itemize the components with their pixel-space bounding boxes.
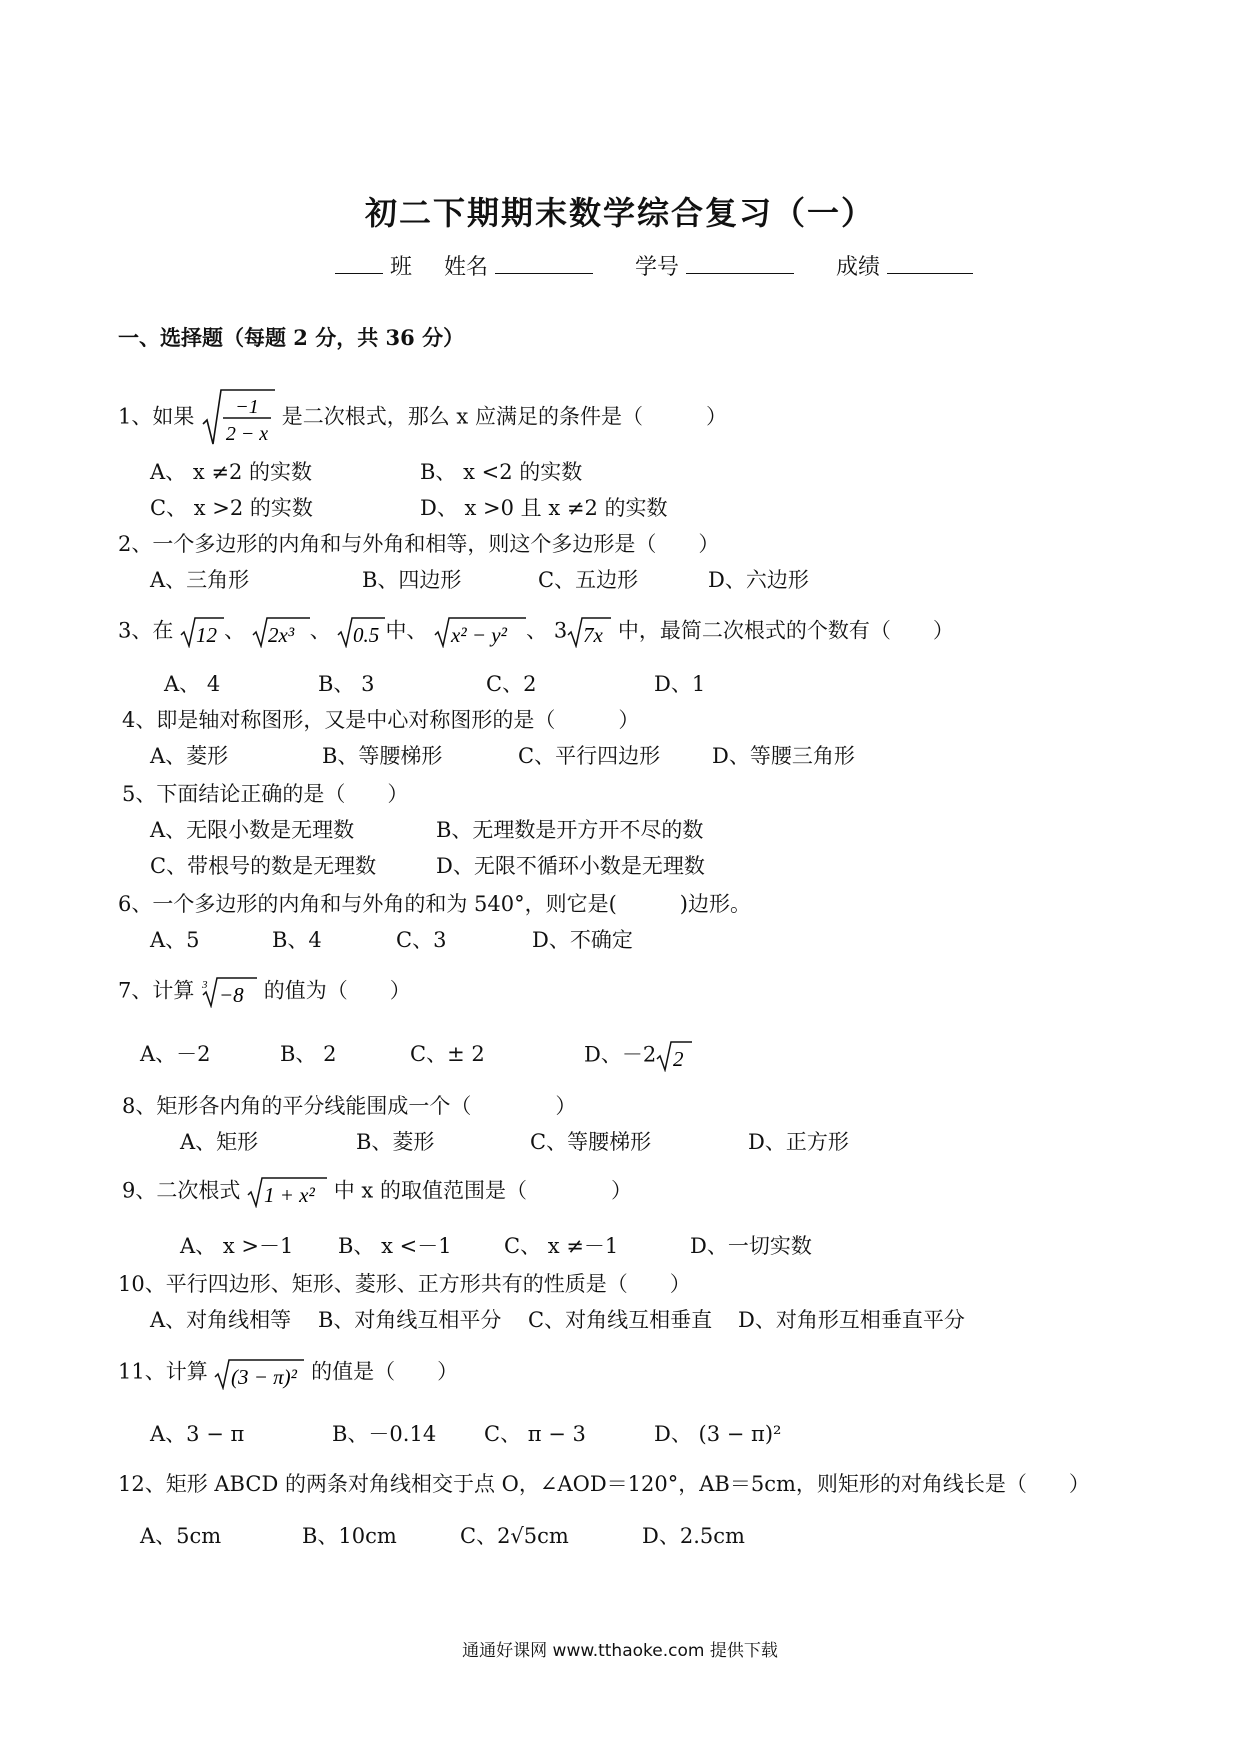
svg-text:0.5: 0.5 — [353, 623, 380, 648]
question-text: 9、二次根式 — [122, 1178, 241, 1203]
option[interactable]: C、3 — [396, 928, 447, 952]
question-1 — [118, 388, 727, 448]
radical-2 — [656, 1040, 692, 1072]
radical-fraction — [201, 388, 275, 448]
question-10: 10、平行四边形、矩形、菱形、正方形共有的性质是（ ） — [118, 1272, 691, 1296]
radical-3-minus-pi-squared — [214, 1356, 304, 1390]
option[interactable]: D、六边形 — [708, 568, 809, 592]
option[interactable]: B、 3 — [318, 672, 375, 696]
question-6: 6、一个多边形的内角和与外角的和为 540°，则它是( )边形。 — [118, 892, 752, 916]
option[interactable]: A、－2 — [140, 1042, 211, 1066]
svg-text:1 + x²: 1 + x² — [264, 1183, 315, 1208]
option[interactable]: A、无限小数是无理数 — [150, 818, 355, 842]
svg-text:x² − y²: x² − y² — [451, 623, 508, 648]
option[interactable]: C、 π − 3 — [484, 1422, 586, 1446]
option[interactable]: B、 2 — [280, 1042, 337, 1066]
question-text: 中，最简二次根式的个数有（ ） — [617, 618, 954, 643]
option[interactable]: D、无限不循环小数是无理数 — [436, 854, 705, 878]
option[interactable]: D、正方形 — [748, 1130, 849, 1154]
question-text: 11、计算 — [118, 1359, 208, 1384]
radical-12 — [180, 616, 224, 648]
option[interactable]: D、2.5cm — [642, 1524, 745, 1548]
number-blank[interactable] — [686, 253, 794, 274]
fraction-denominator: 2 − x — [225, 423, 269, 445]
name-label: 姓名 — [444, 255, 489, 280]
question-8: 8、矩形各内角的平分线能围成一个（ ） — [122, 1094, 577, 1118]
option[interactable]: D、 x >0 且 x ≠2 的实数 — [420, 496, 668, 520]
option[interactable]: A、3 − π — [150, 1422, 245, 1446]
option[interactable]: A、5 — [150, 928, 200, 952]
option[interactable]: B、10cm — [302, 1524, 397, 1548]
svg-text:3: 3 — [202, 979, 208, 992]
cube-root — [201, 976, 257, 1008]
option[interactable]: D、 (3 − π)² — [654, 1422, 782, 1446]
option[interactable]: B、对角线互相平分 — [318, 1308, 502, 1332]
class-label: 班 — [390, 255, 413, 280]
radical-7x — [567, 616, 611, 648]
option[interactable]: C、等腰梯形 — [530, 1130, 652, 1154]
option[interactable]: A、 4 — [164, 672, 221, 696]
question-4: 4、即是轴对称图形，又是中心对称图形的是（ ） — [122, 708, 640, 732]
option[interactable]: B、 x <2 的实数 — [420, 460, 583, 484]
option[interactable]: A、 x ≠2 的实数 — [150, 460, 312, 484]
option[interactable]: B、 x <－1 — [338, 1234, 452, 1258]
option[interactable]: D、对角形互相垂直平分 — [738, 1308, 965, 1332]
question-5: 5、下面结论正确的是（ ） — [122, 782, 409, 806]
page-title: 初二下期期末数学综合复习（一） — [364, 194, 875, 232]
option[interactable]: D、等腰三角形 — [712, 744, 855, 768]
question-text: 1、如果 — [118, 404, 195, 429]
svg-text:12: 12 — [196, 623, 218, 648]
svg-text:7x: 7x — [583, 623, 604, 648]
svg-text:−8: −8 — [219, 983, 244, 1008]
score-label: 成绩 — [836, 255, 881, 280]
option[interactable]: A、5cm — [140, 1524, 222, 1548]
svg-text:2: 2 — [673, 1047, 684, 1072]
question-text: 的值是（ ） — [311, 1359, 459, 1384]
class-blank[interactable] — [335, 253, 383, 274]
option[interactable]: C、2√5cm — [460, 1524, 569, 1548]
question-11 — [118, 1356, 458, 1390]
question-text: 的值为（ ） — [263, 978, 411, 1003]
option[interactable]: B、4 — [272, 928, 322, 952]
option[interactable]: C、 x >2 的实数 — [150, 496, 313, 520]
option[interactable]: A、 x >－1 — [180, 1234, 294, 1258]
option[interactable]: B、－0.14 — [332, 1422, 437, 1446]
radical-1-plus-x2 — [247, 1176, 327, 1208]
question-12: 12、矩形 ABCD 的两条对角线相交于点 O，∠AOD＝120°，AB＝5cm，则矩形的对角线长是（ ） — [118, 1472, 1090, 1496]
radical-x2-y2 — [434, 616, 526, 648]
option[interactable]: D、－2 2 — [584, 1040, 692, 1072]
option[interactable]: B、无理数是开方开不尽的数 — [436, 818, 704, 842]
score-blank[interactable] — [887, 253, 973, 274]
option[interactable]: C、2 — [486, 672, 537, 696]
question-text: 3、在 — [118, 618, 174, 643]
fraction-numerator: −1 — [235, 396, 259, 418]
student-info-line — [335, 250, 973, 281]
number-label: 学号 — [635, 255, 680, 280]
question-9 — [122, 1176, 632, 1208]
option[interactable]: C、± 2 — [410, 1042, 485, 1066]
svg-text:2x³: 2x³ — [267, 623, 294, 648]
option[interactable]: B、菱形 — [356, 1130, 435, 1154]
option[interactable]: D、1 — [654, 672, 706, 696]
option[interactable]: D、不确定 — [532, 928, 633, 952]
option[interactable]: A、对角线相等 — [150, 1308, 292, 1332]
option[interactable]: C、平行四边形 — [518, 744, 661, 768]
option[interactable]: A、矩形 — [180, 1130, 259, 1154]
option[interactable]: B、等腰梯形 — [322, 744, 443, 768]
question-text: 是二次根式，那么 x 应满足的条件是（ ） — [281, 404, 727, 429]
question-text: 中 x 的取值范围是（ ） — [333, 1178, 632, 1203]
option[interactable]: B、四边形 — [362, 568, 462, 592]
option[interactable]: C、五边形 — [538, 568, 639, 592]
option[interactable]: A、菱形 — [150, 744, 229, 768]
radical-0.5 — [337, 616, 385, 648]
question-7 — [118, 976, 411, 1008]
option[interactable]: C、对角线互相垂直 — [528, 1308, 713, 1332]
option[interactable]: D、一切实数 — [690, 1234, 812, 1258]
name-blank[interactable] — [495, 253, 593, 274]
question-text: 7、计算 — [118, 978, 195, 1003]
option[interactable]: C、 x ≠－1 — [504, 1234, 619, 1258]
svg-text:(3 − π)²: (3 − π)² — [231, 1365, 298, 1389]
section-heading: 一、选择题（每题 2 分，共 36 分） — [118, 325, 465, 350]
question-2: 2、一个多边形的内角和与外角和相等，则这个多边形是（ ） — [118, 532, 720, 556]
footer-source: 通通好课网 www.tthaoke.com 提供下载 — [462, 1641, 778, 1661]
radical-2x3 — [252, 616, 310, 648]
question-3: 3、在 12 、 2x³ 、 0.5 中、 x² − y² 、 3 7x 中，最简二次根式的个数有（ ） — [118, 616, 954, 648]
option[interactable]: A、三角形 — [150, 568, 250, 592]
option[interactable]: C、带根号的数是无理数 — [150, 854, 377, 878]
